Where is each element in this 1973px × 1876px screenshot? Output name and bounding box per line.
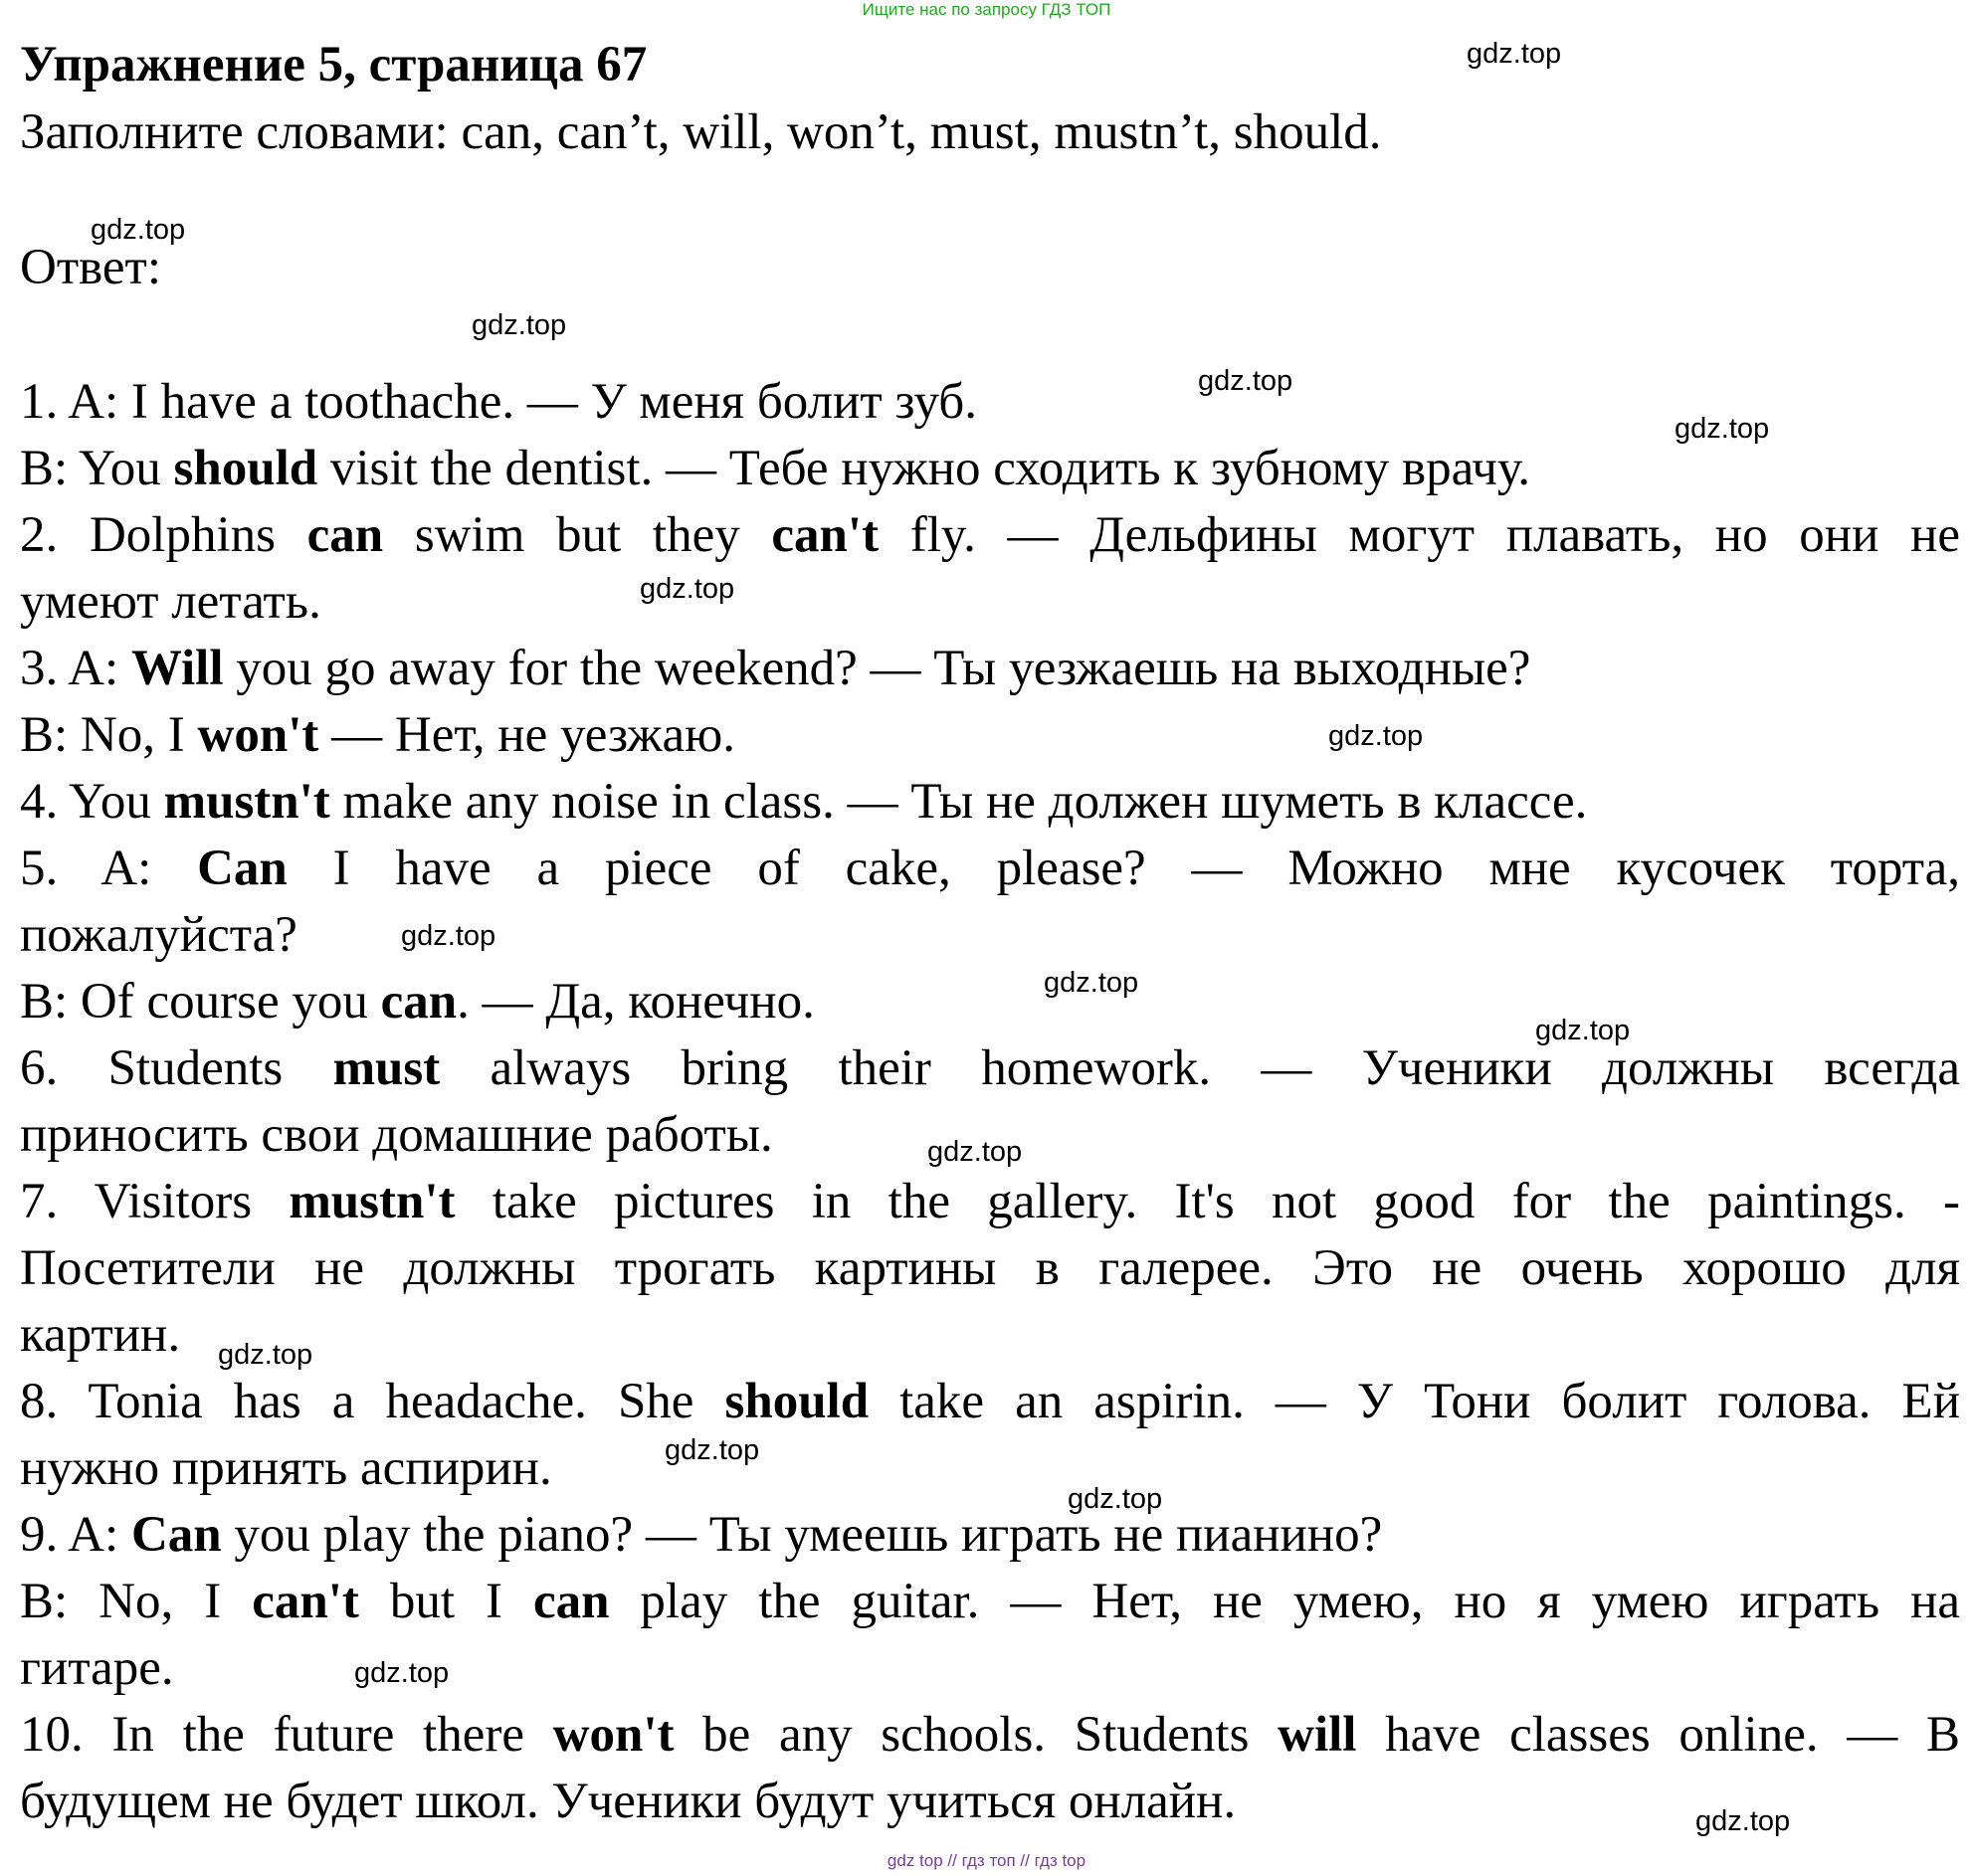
watermark: gdz.top [218, 1339, 313, 1371]
watermark: gdz.top [1467, 38, 1562, 70]
modal-verb: won't [552, 1707, 675, 1763]
line-text: 6. Students [20, 1040, 333, 1096]
watermark: gdz.top [927, 1136, 1023, 1168]
line-text: картин. [20, 1307, 181, 1363]
line-text: 7. Visitors [20, 1174, 290, 1229]
watermark: gdz.top [472, 309, 567, 341]
line-text: you play the piano? — Ты умеешь играть не пианино? [221, 1507, 1383, 1563]
watermark: gdz.top [354, 1657, 450, 1689]
line-text: make any noise in class. — Ты не должен шуметь в классе. [329, 774, 1588, 830]
modal-verb: mustn't [163, 774, 330, 830]
line-text: приносить свои домашние работы. [20, 1107, 773, 1163]
watermark: gdz.top [1695, 1805, 1791, 1837]
footer-links[interactable]: gdz top // гдз топ // гдз top [887, 1851, 1086, 1870]
modal-verb: can [380, 974, 458, 1030]
answer-line-10 [20, 969, 1960, 1034]
modal-verb: mustn't [289, 1174, 456, 1229]
line-text: нужно принять аспирин. [20, 1440, 552, 1496]
line-text: B: No, I [20, 1574, 253, 1629]
answer-line-21 [20, 1702, 1960, 1768]
answer-line-8 [20, 836, 1960, 901]
answer-line-13 [20, 1169, 1960, 1234]
line-text: but I [358, 1574, 533, 1629]
line-text: пожалуйста? [20, 907, 297, 963]
line-text: visit the dentist. — Тебе нужно сходить к зубному врачу. [317, 441, 1530, 496]
line-text: you go away for the weekend? — Ты уезжаешь на выходные? [223, 641, 1531, 696]
modal-verb: must [332, 1040, 441, 1096]
answer-label: Ответ: [20, 240, 161, 295]
line-text: be any schools. Students [674, 1707, 1279, 1763]
line-text: Посетители не должны трогать картины в галерее. Это не очень хорошо для [20, 1240, 1960, 1296]
answer-line-6 [20, 702, 1960, 768]
watermark: gdz.top [1068, 1483, 1163, 1515]
modal-verb: can't [771, 507, 880, 563]
line-text: 9. A: [20, 1507, 131, 1563]
line-text: have classes online. — В [1356, 1707, 1960, 1763]
watermark: gdz.top [1044, 967, 1139, 999]
line-text: B: Of course you [20, 974, 381, 1030]
modal-verb: Will [130, 641, 224, 696]
answer-line-17 [20, 1435, 1960, 1501]
modal-verb: will [1278, 1707, 1357, 1763]
watermark: gdz.top [665, 1434, 760, 1466]
line-text: B: No, I [20, 707, 198, 763]
answer-line-19 [20, 1569, 1960, 1634]
answer-line-1 [20, 369, 1960, 435]
answer-line-20 [20, 1635, 1960, 1701]
modal-verb: should [724, 1374, 870, 1429]
line-text: 10. In the future there [20, 1707, 553, 1763]
line-text: 2. Dolphins [20, 507, 307, 563]
line-text: take pictures in the gallery. It's not good for the paintings. - [455, 1174, 1960, 1229]
answer-line-3 [20, 502, 1960, 568]
line-text: take an aspirin. — У Тони болит голова. Ей [869, 1374, 1961, 1429]
watermark: gdz.top [401, 920, 496, 952]
modal-verb: Can [197, 841, 288, 896]
line-text: always bring their homework. — Ученики должны всегда [440, 1040, 1961, 1096]
answer-line-2 [20, 436, 1960, 501]
answer-line-11 [20, 1035, 1960, 1101]
watermark: gdz.top [1198, 365, 1293, 397]
line-text: fly. — Дельфины могут плавать, но они не [879, 507, 1960, 563]
watermark: gdz.top [1675, 413, 1770, 445]
answer-line-7 [20, 769, 1960, 835]
line-text: . — Да, конечно. [457, 974, 815, 1030]
line-text: 1. A: I have a toothache. — У меня болит зуб. [20, 374, 978, 430]
line-text: — Нет, не уезжаю. [318, 707, 735, 763]
answer-line-14 [20, 1235, 1960, 1301]
watermark: gdz.top [1535, 1015, 1631, 1046]
exercise-title: Упражнение 5, страница 67 [20, 37, 648, 93]
task-instruction: Заполните словами: can, can’t, will, won’t, must, mustn’t, should. [20, 104, 1382, 160]
answer-line-22 [20, 1769, 1960, 1834]
line-text: 3. A: [20, 641, 131, 696]
line-text: play the guitar. — Нет, не умею, но я умею играть на [609, 1574, 1960, 1629]
line-text: I have a piece of cake, please? — Можно мне кусочек торта, [287, 841, 1960, 896]
top-banner[interactable]: Ищите нас по запросу ГДЗ ТОП [862, 0, 1111, 19]
modal-verb: can [306, 507, 384, 563]
answer-line-9 [20, 902, 1960, 968]
answer-line-18 [20, 1502, 1960, 1568]
modal-verb: won't [197, 707, 319, 763]
watermark: gdz.top [1328, 720, 1424, 752]
line-text: 5. A: [20, 841, 198, 896]
answer-line-16 [20, 1369, 1960, 1434]
line-text: swim but they [383, 507, 772, 563]
modal-verb: Can [130, 1507, 222, 1563]
line-text: B: You [20, 441, 174, 496]
answer-line-4 [20, 569, 1960, 635]
line-text: умеют летать. [20, 574, 321, 630]
watermark: gdz.top [91, 214, 186, 246]
watermark: gdz.top [640, 573, 735, 605]
modal-verb: should [173, 441, 318, 496]
line-text: гитаре. [20, 1640, 174, 1696]
line-text: будущем не будет школ. Ученики будут учиться онлайн. [20, 1774, 1237, 1829]
answer-line-5 [20, 636, 1960, 701]
modal-verb: can [532, 1574, 610, 1629]
modal-verb: can't [252, 1574, 359, 1629]
line-text: 4. You [20, 774, 164, 830]
line-text: 8. Tonia has a headache. She [20, 1374, 725, 1429]
